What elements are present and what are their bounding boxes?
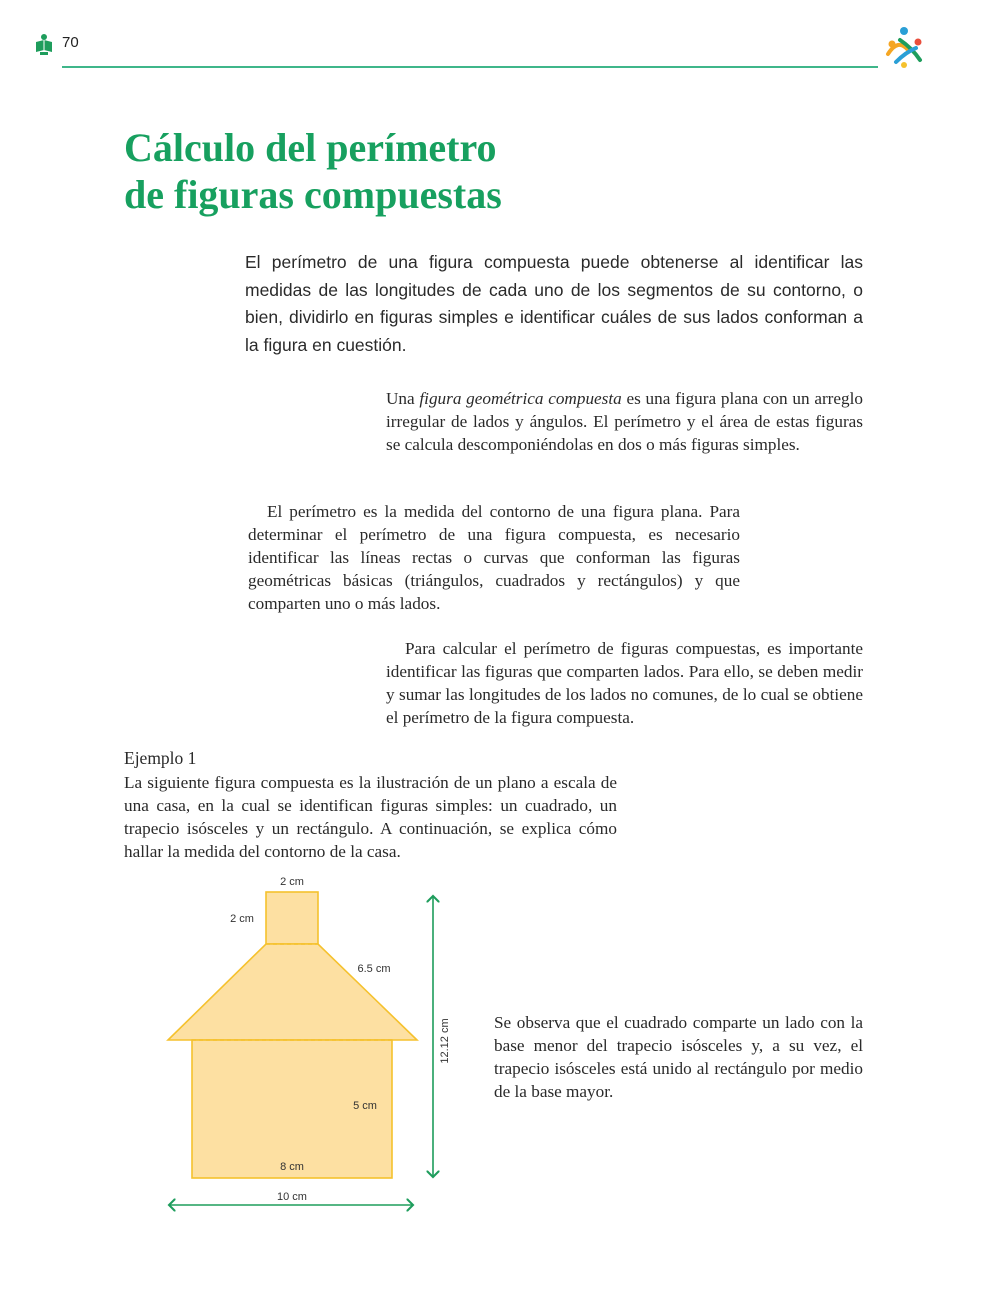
page-title: [124, 124, 644, 218]
header-divider: [62, 66, 878, 68]
example-title: Ejemplo 1: [124, 748, 197, 768]
page-number: 70: [62, 34, 79, 51]
definition-rest: es una figura plana con un arreglo irregular de lados y ángulos. El perímetro y el área de estas figuras se calcula descomponiéndolas en dos o más figuras simples.: [386, 389, 863, 454]
chimney-square: [266, 892, 318, 944]
house-figure: [160, 870, 460, 1220]
label-total-height: 12.12 cm: [439, 1018, 451, 1064]
calculation-paragraph: Para calcular el perímetro de figuras compuestas, es importante identificar las figuras que comparten lados. Para ello, se deben medir y sumar las longitudes de los lados no comunes, de lo cual se obtiene el perímetro de la figura compuesta.: [386, 639, 863, 727]
label-square-top: 2 cm: [280, 876, 304, 888]
intro-paragraph: El perímetro de una figura compuesta puede obtenerse al identificar las medidas de las longitudes de cada uno de los segmentos de su contorno, o bien, dividirlo en figuras simples e identificar cuáles de sus lados conforman a la figura en cuestión.: [245, 252, 863, 355]
label-rect-base: 8 cm: [280, 1161, 304, 1173]
label-total-width: 10 cm: [277, 1191, 307, 1203]
label-square-side: 2 cm: [230, 913, 254, 925]
definition-lead: Una: [386, 389, 420, 408]
house-shapes: [168, 892, 417, 1178]
book-icon: [34, 33, 54, 57]
label-rect-height: 5 cm: [353, 1100, 377, 1112]
roof-trapezoid: [168, 944, 417, 1040]
publisher-logo-icon: [882, 24, 926, 70]
figure-note: Se observa que el cuadrado comparte un lado con la base menor del trapecio isósceles y, a su vez, el trapecio isósceles está unido al rectángulo por medio de la base mayor.: [494, 1013, 863, 1101]
label-trapezoid-side: 6.5 cm: [357, 963, 391, 975]
definition-term: figura geométrica compuesta: [419, 389, 622, 408]
title-line-2: de figuras compuestas: [124, 172, 502, 217]
title-line-1: Cálculo del perímetro: [124, 125, 497, 170]
definition-paragraph: [386, 387, 863, 456]
example-body: La siguiente figura compuesta es la ilustración de un plano a escala de una casa, en la cual se identifican figuras simples: un cuadrado, un trapecio isósceles y un rectángulo. A continuación, se explica cómo hallar la medida del contorno de la casa.: [124, 773, 617, 861]
perimeter-paragraph: El perímetro es la medida del contorno de una figura plana. Para determinar el perímetro de una figura compuesta, es necesario identificar las líneas rectas o curvas que conforman las figuras geométricas básicas (triángulos, cuadrados y rectángulos) y que comparten uno o más lados.: [248, 502, 740, 613]
